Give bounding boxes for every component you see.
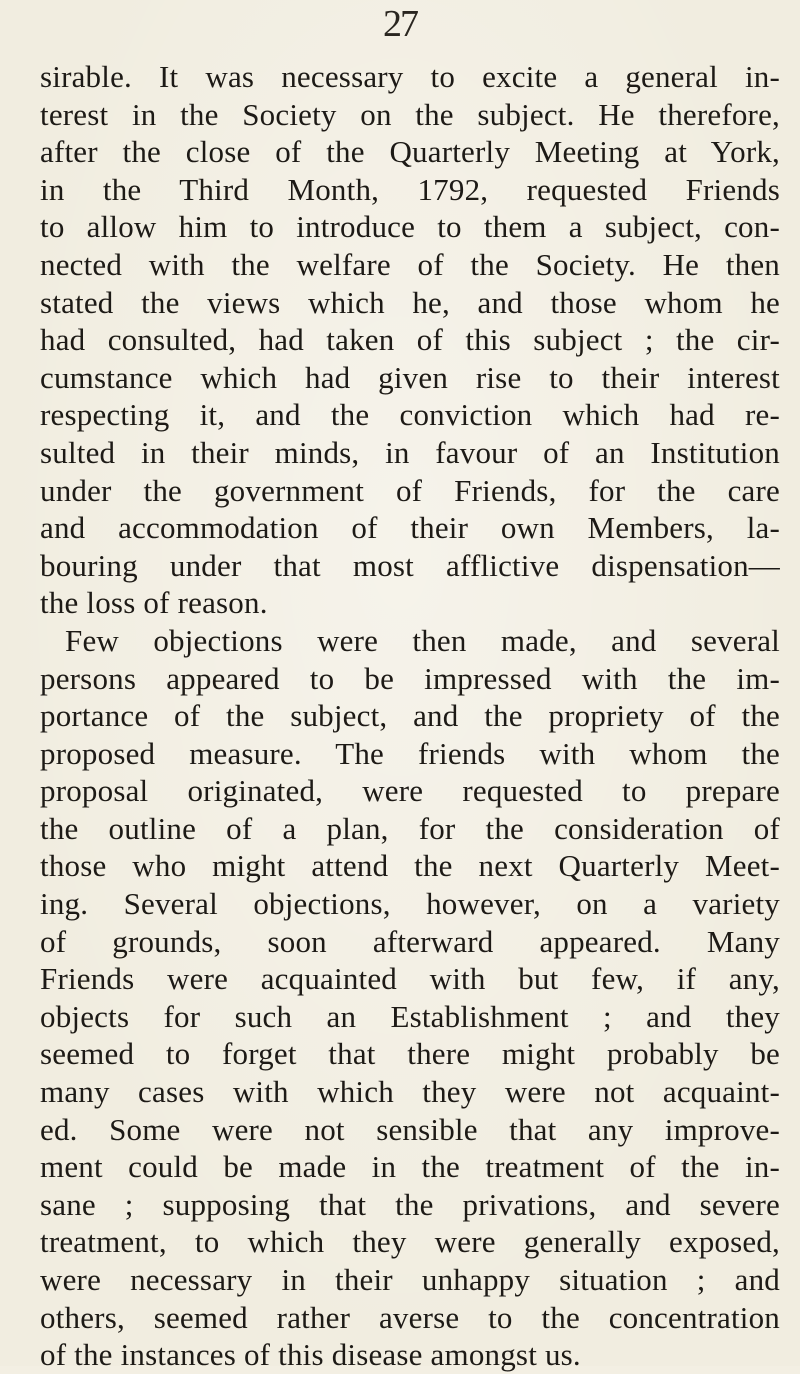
text-line: respecting it, and the conviction which had re- (40, 397, 780, 433)
text-line: others, seemed rather averse to the concentration (40, 1299, 780, 1335)
text-line: those who might attend the next Quarterly Meet- (40, 848, 780, 884)
text-line: persons appeared to be impressed with the im- (40, 660, 780, 696)
text-line: sirable. It was necessary to excite a general in- (40, 59, 780, 94)
text-line: to allow him to introduce to them a subject, con- (40, 209, 780, 245)
text-line: after the close of the Quarterly Meeting at York, (40, 134, 780, 170)
body-text (40, 58, 780, 1374)
text-line: bouring under that most afflictive dispensation— (40, 547, 780, 583)
text-line: ing. Several objections, however, on a variety (40, 886, 780, 922)
text-line: in the Third Month, 1792, requested Friends (40, 171, 780, 207)
text-line: of the instances of this disease amongst us. (40, 1337, 581, 1373)
text-line: under the government of Friends, for the care (40, 472, 780, 508)
text-line: sane ; supposing that the privations, and severe (40, 1186, 780, 1222)
text-line: ed. Some were not sensible that any improve- (40, 1111, 780, 1147)
text-line: were necessary in their unhappy situation ; and (40, 1262, 780, 1297)
text-line: cumstance which had given rise to their interest (40, 359, 780, 395)
page-number: 27 (383, 3, 417, 45)
text-line: the outline of a plan, for the consideration of (40, 810, 780, 846)
text-line: treatment, to which they were generally exposed, (40, 1224, 780, 1260)
text-line: proposal originated, were requested to prepare (40, 773, 780, 809)
text-line: nected with the welfare of the Society. He then (40, 246, 780, 282)
text-line: Friends were acquainted with but few, if any, (40, 961, 780, 997)
text-line: ment could be made in the treatment of the in- (40, 1149, 780, 1185)
text-line: portance of the subject, and the propriety of the (40, 698, 780, 734)
text-line: terest in the Society on the subject. He therefore, (40, 96, 780, 132)
text-line: many cases with which they were not acquaint- (40, 1074, 780, 1110)
text-line: seemed to forget that there might probably be (40, 1036, 780, 1072)
text-line: and accommodation of their own Members, la- (40, 510, 780, 546)
text-line: had consulted, had taken of this subject ; the cir- (40, 322, 780, 358)
text-line: stated the views which he, and those whom he (40, 284, 780, 320)
text-line: sulted in their minds, in favour of an Institution (40, 434, 780, 470)
text-line: objects for such an Establishment ; and they (40, 998, 780, 1034)
text-line: of grounds, soon afterward appeared. Many (40, 923, 780, 959)
paragraph-start-line: Few objections were then made, and several (65, 622, 780, 658)
text-line: the loss of reason. (40, 585, 268, 621)
text-line: proposed measure. The friends with whom the (40, 735, 780, 771)
